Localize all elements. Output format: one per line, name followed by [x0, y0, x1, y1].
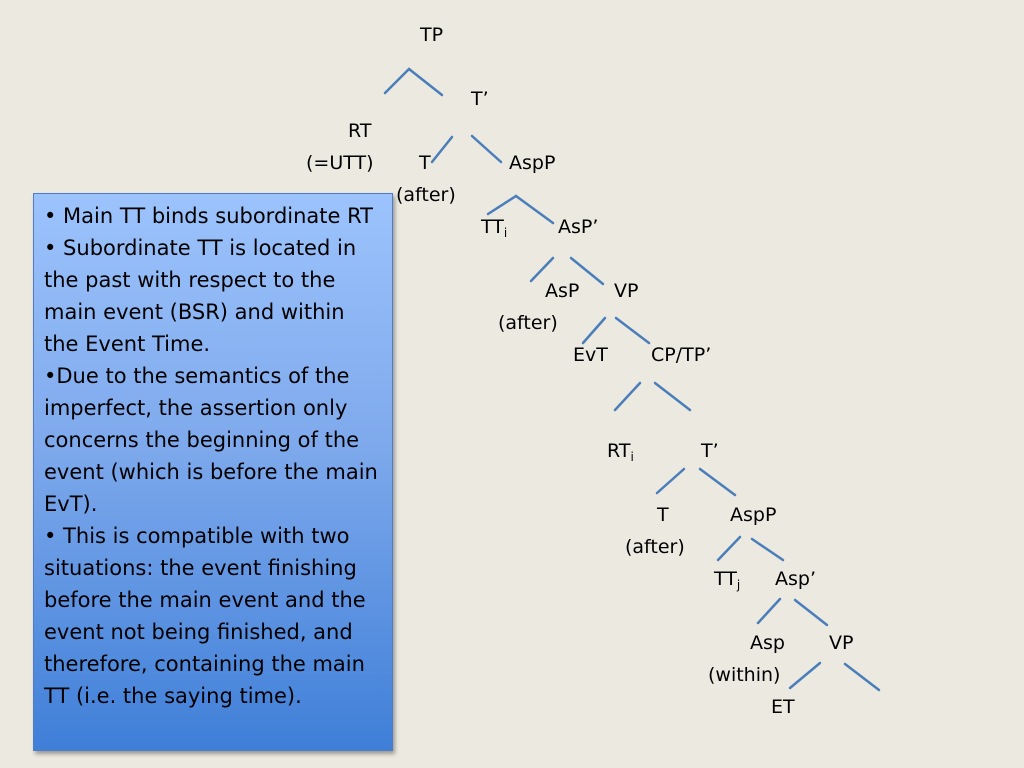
branch-cptp-right — [655, 383, 690, 410]
branch-aspp2-left — [718, 537, 740, 560]
branch-vp2-right — [845, 664, 879, 690]
node-tt-subscript: i — [503, 226, 508, 240]
branch-tbar2-right — [700, 469, 735, 495]
node-et: ET — [771, 696, 795, 718]
node-rt-note: (=UTT) — [306, 152, 374, 174]
node-t: T — [419, 152, 431, 174]
node-vp: VP — [614, 280, 639, 302]
node-t-bar-2: T’ — [701, 440, 719, 462]
node-t-note: (after) — [396, 184, 456, 206]
node-asp-2: Asp — [750, 632, 785, 654]
node-asp-bar: AsP’ — [558, 216, 599, 238]
node-tt-i — [481, 216, 507, 238]
branch-cptp-left — [615, 383, 640, 410]
branch-aspp2-right — [752, 539, 783, 560]
branch-tbar-right — [472, 136, 501, 162]
bullet-item: • Subordinate TT is located in the past with respect to the main event (BSR) and within the Event Time. — [44, 236, 357, 356]
branch-vp2-left — [790, 663, 820, 688]
node-tt-label: TT — [481, 216, 504, 238]
branch-tp-right — [409, 69, 442, 95]
node-asp2-note: (within) — [708, 664, 781, 686]
node-vp-2: VP — [829, 632, 854, 654]
branch-tp-left — [385, 69, 409, 93]
branch-tbar-left — [432, 137, 452, 162]
branch-tbar2-left — [657, 469, 684, 493]
bullet-item: •Due to the semantics of the imperfect, the assertion only concerns the beginning of the event (which is before the main EvT). — [44, 364, 378, 516]
branch-vp-left — [583, 318, 605, 343]
bullet-item: • Main TT binds subordinate RT — [44, 204, 374, 228]
bullet-item: • This is compatible with two situations: the event finishing before the main event and the event not being finished, and therefore, containing the main TT (i.e. the saying time). — [44, 524, 366, 708]
branch-aspp-right — [516, 196, 553, 223]
node-cp-tp: CP/TP’ — [651, 344, 712, 366]
node-tt2-subscript: j — [736, 578, 741, 592]
node-asp-note: (after) — [498, 312, 558, 334]
node-t-2: T — [657, 504, 669, 526]
node-rt-i — [607, 440, 634, 462]
branch-aspbar-left — [531, 258, 553, 281]
branch-aspp-left — [488, 196, 516, 214]
node-asp: AsP — [545, 280, 580, 302]
node-aspp: AspP — [509, 152, 556, 174]
node-tp: TP — [420, 24, 444, 46]
node-tt2-label: TT — [714, 568, 737, 590]
info-box — [33, 193, 393, 751]
node-rt2-subscript: i — [630, 450, 634, 464]
node-evt: EvT — [573, 344, 608, 366]
node-t2-note: (after) — [625, 536, 685, 558]
node-aspp-2: AspP — [730, 504, 777, 526]
node-rt: RT — [348, 120, 372, 142]
node-t-bar: T’ — [471, 88, 489, 110]
node-asp-bar-2: Asp’ — [775, 568, 816, 590]
branch-aspbar2-left — [758, 599, 780, 623]
branch-vp-right — [616, 318, 649, 343]
node-tt-j — [714, 568, 740, 590]
node-rt2-label: RT — [607, 440, 631, 462]
branch-aspbar2-right — [795, 600, 827, 625]
